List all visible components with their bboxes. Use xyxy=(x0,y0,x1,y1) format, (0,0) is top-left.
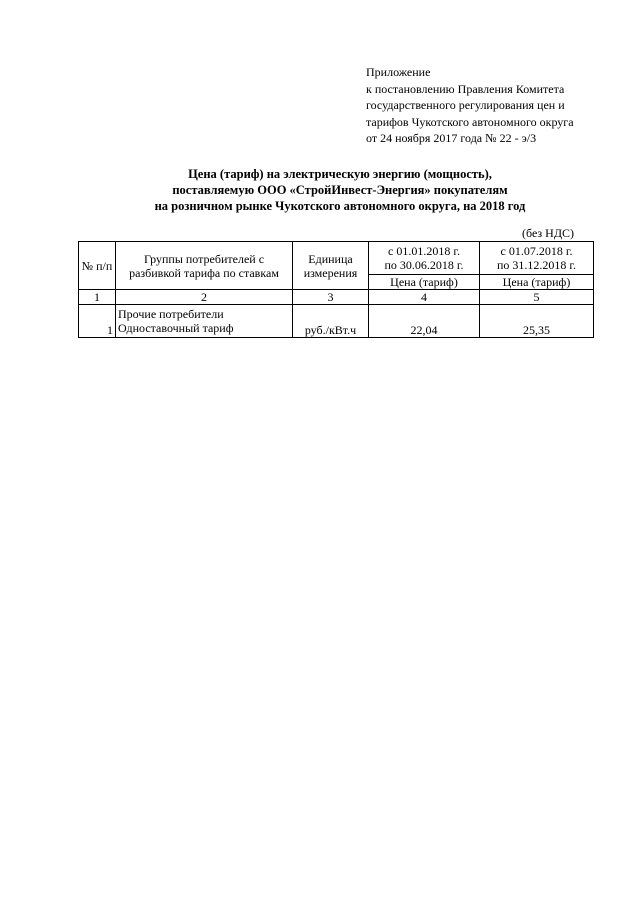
column-number-row xyxy=(79,290,594,305)
row-unit: руб./кВт.ч xyxy=(293,305,369,338)
table-row xyxy=(79,305,594,338)
annex-line: к постановлению Правления Комитета xyxy=(366,81,565,96)
row-price-1: 22,04 xyxy=(369,305,480,338)
header-group-line: разбивкой тарифа по ставкам xyxy=(129,265,279,280)
header-group-line: Группы потребителей с xyxy=(143,251,265,266)
header-price-2: Цена (тариф) xyxy=(480,275,594,290)
title-line: на розничном рынке Чукотского автономного округа, на 2018 год xyxy=(154,199,526,213)
annex-block xyxy=(366,64,574,147)
header-period-line: с 01.07.2018 г. xyxy=(500,244,573,258)
header-unit-line: измерения xyxy=(303,265,358,280)
annex-line: Приложение xyxy=(366,65,431,79)
column-number: 4 xyxy=(369,290,480,305)
header-number: № п/п xyxy=(79,242,116,290)
header-unit-line: Единица xyxy=(308,251,353,266)
tariff-table xyxy=(78,241,594,338)
column-number: 1 xyxy=(79,290,116,305)
column-number: 2 xyxy=(116,290,293,305)
row-rate-name: Одноставочный тариф xyxy=(118,321,234,335)
header-row xyxy=(79,242,594,275)
header-period-line: по 30.06.2018 г. xyxy=(384,258,464,272)
annex-line: от 24 ноября 2017 года № 22 - э/3 xyxy=(366,131,537,145)
row-group-name: Прочие потребители xyxy=(118,307,224,321)
header-price-1: Цена (тариф) xyxy=(369,275,480,290)
column-number: 5 xyxy=(480,290,594,305)
document-title xyxy=(0,166,640,214)
annex-line: тарифов Чукотского автономного округа xyxy=(366,114,574,129)
annex-line: государственного регулирования цен и xyxy=(366,98,565,112)
header-unit xyxy=(293,242,369,290)
header-period-2 xyxy=(480,242,594,275)
row-price-2: 25,35 xyxy=(480,305,594,338)
row-consumer-group xyxy=(116,305,293,338)
title-line: Цена (тариф) на электрическую энергию (мощность), xyxy=(188,167,492,181)
header-period-line: по 31.12.2018 г. xyxy=(497,258,576,272)
column-number: 3 xyxy=(293,290,369,305)
header-consumer-groups xyxy=(116,242,293,290)
header-period-line: с 01.01.2018 г. xyxy=(388,244,460,258)
row-number: 1 xyxy=(79,305,116,338)
title-line: поставляемую ООО «СтройИнвест-Энергия» покупателям xyxy=(172,183,508,197)
header-period-1 xyxy=(369,242,480,275)
vat-note: (без НДС) xyxy=(522,226,575,240)
